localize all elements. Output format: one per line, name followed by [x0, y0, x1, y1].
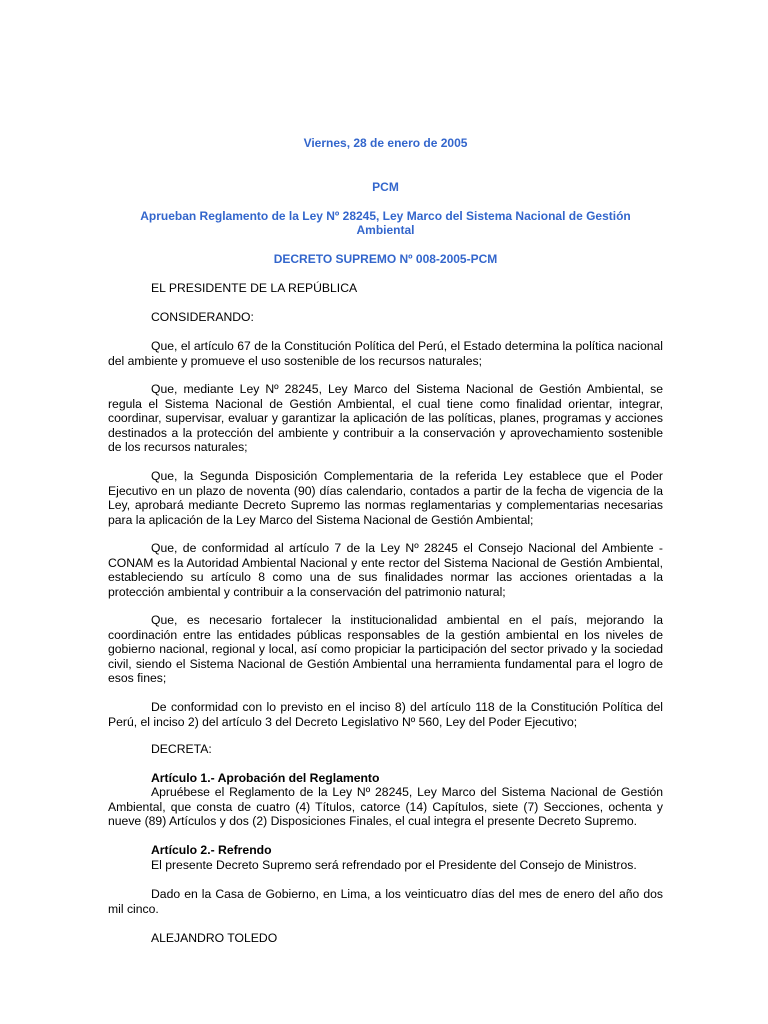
- article-1-title: Artículo 1.- Aprobación del Reglamento: [151, 771, 380, 785]
- document-date: Viernes, 28 de enero de 2005: [303, 136, 468, 150]
- decreta-heading: DECRETA:: [151, 742, 212, 756]
- article-2-title: Artículo 2.- Refrendo: [151, 843, 272, 857]
- closing-paragraph: Dado en la Casa de Gobierno, en Lima, a los veinticuatro días del mes de enero del año dos mil cinco.: [108, 887, 663, 916]
- article-2-text: El presente Decreto Supremo será refrendado por el Presidente del Consejo de Ministros.: [151, 858, 637, 872]
- president-heading: EL PRESIDENTE DE LA REPÚBLICA: [151, 281, 358, 295]
- paragraph-6: De conformidad con lo previsto en el inciso 8) del artículo 118 de la Constitución Política del Perú, el inciso 2) del artículo 3 del Decreto Legislativo Nº 560, Ley del Poder Ejecutivo;: [108, 700, 663, 729]
- section-label: PCM: [372, 180, 399, 194]
- paragraph-5: Que, es necesario fortalecer la institucionalidad ambiental en el país, mejorando la coordinación entre las entidades públicas responsables de la gestión ambiental en los niveles de gobierno nacional, regional y local, así como propiciar la participación del sector privado y la sociedad civil, siendo el Sistema Nacional de Gestión Ambiental una herramienta fundamental para el logro de esos fines;: [108, 613, 663, 685]
- paragraph-1: Que, el artículo 67 de la Constitución Política del Perú, el Estado determina la política nacional del ambiente y promueve el uso sostenible de los recursos naturales;: [108, 339, 663, 368]
- article-1-text: Apruébese el Reglamento de la Ley Nº 28245, Ley Marco del Sistema Nacional de Gestión Ambiental, que consta de cuatro (4) Títulos, catorce (14) Capítulos, siete (7) Secciones, ochenta y nueve (89) Artículos y dos (2) Disposiciones Finales, el cual integra el presente Decreto Supremo.: [108, 785, 663, 828]
- paragraph-2: Que, mediante Ley Nº 28245, Ley Marco del Sistema Nacional de Gestión Ambiental, se regula el Sistema Nacional de Gestión Ambiental, el cual tiene como finalidad orientar, integrar, coordinar, supervisar, evaluar y garantizar la aplicación de las políticas, planes, programas y acciones destinados a la protección del ambiente y contribuir a la conservación y aprovechamiento sostenible de los recursos naturales;: [108, 382, 663, 454]
- decree-number: DECRETO SUPREMO Nº 008-2005-PCM: [273, 252, 498, 266]
- signature: ALEJANDRO TOLEDO: [151, 931, 278, 945]
- paragraph-4: Que, de conformidad al artículo 7 de la Ley Nº 28245 el Consejo Nacional del Ambiente - CONAM es la Autoridad Ambiental Nacional y ente rector del Sistema Nacional de Gestión Ambiental, estableciendo su artículo 8 como una de sus finalidades normar las acciones orientadas a la protección ambiental y contribuir a la conservación del patrimonio natural;: [108, 541, 663, 599]
- paragraph-3: Que, la Segunda Disposición Complementaria de la referida Ley establece que el Poder Ejecutivo en un plazo de noventa (90) días calendario, contados a partir de la fecha de vigencia de la Ley, aprobará mediante Decreto Supremo las normas reglamentarias y complementarias necesarias para la aplicación de la Ley Marco del Sistema Nacional de Gestión Ambiental;: [108, 469, 663, 527]
- considerando-heading: CONSIDERANDO:: [151, 310, 254, 324]
- document-title: Aprueban Reglamento de la Ley Nº 28245, Ley Marco del Sistema Nacional de Gestión Ambiental: [140, 209, 631, 237]
